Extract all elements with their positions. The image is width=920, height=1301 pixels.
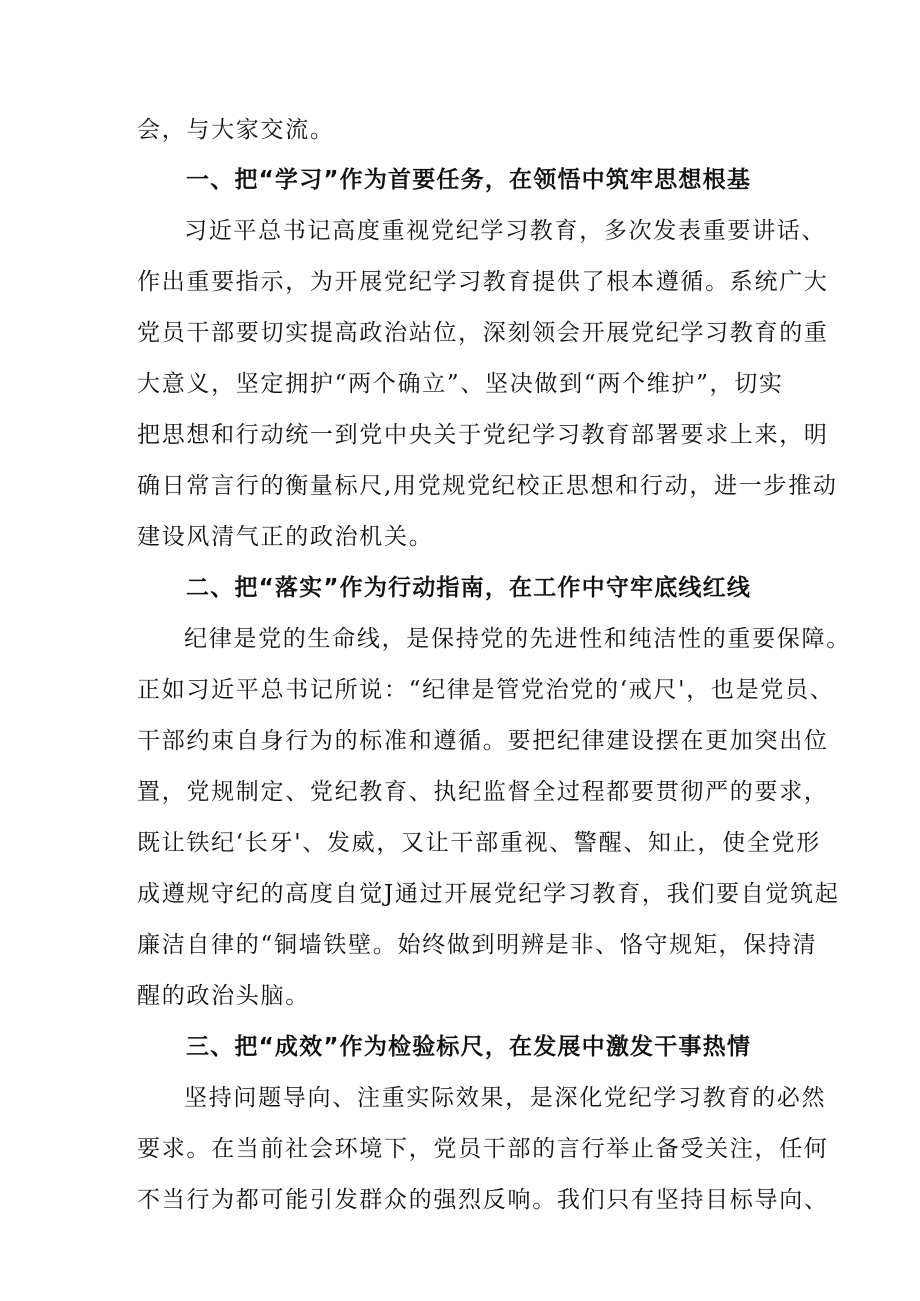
body-line: 大意义，坚定拥护“两个确立”、坚决做到“两个维护”，切实 bbox=[137, 371, 784, 397]
body-line: 纪律是党的生命线，是保持党的先进性和纯洁性的重要保障。 bbox=[184, 626, 851, 652]
body-line: 坚持问题导向、注重实际效果，是深化党纪学习教育的必然 bbox=[184, 1085, 827, 1111]
body-line: 既让铁纪‘长牙'、发威，又让干部重视、警醒、知止，使全党形 bbox=[137, 830, 821, 856]
body-line: 醒的政治头脑。 bbox=[137, 983, 310, 1009]
body-line: 成遵规守纪的高度自觉J通过开展党纪学习教育，我们要自觉筑起 bbox=[137, 881, 840, 907]
body-line: 要求。在当前社会环境下，党员干部的言行举止备受关注，任何 bbox=[137, 1136, 829, 1162]
body-line: 确日常言行的衡量标尺,用党规党纪校正思想和行动，进一步推动 bbox=[137, 473, 838, 499]
body-line: 党员干部要切实提高政治站位，深刻领会开展党纪学习教育的重 bbox=[137, 320, 829, 346]
body-line: 习近平总书记高度重视党纪学习教育，多次发表重要讲话、 bbox=[184, 218, 827, 244]
body-line: 不当行为都可能引发群众的强烈反响。我们只有坚持目标导向、 bbox=[137, 1187, 829, 1213]
body-line: 廉洁自律的“铜墙铁壁。始终做到明辨是非、恪守规矩，保持清 bbox=[137, 932, 818, 958]
body-line: 把思想和行动统一到党中央关于党纪学习教育部署要求上来，明 bbox=[137, 422, 829, 448]
body-line: 会，与大家交流。 bbox=[137, 117, 335, 143]
body-line: 作出重要指示，为开展党纪学习教育提供了根本遵循。系统广大 bbox=[137, 269, 829, 295]
section-heading-2: 二、把“落实”作为行动指南，在工作中守牢底线红线 bbox=[186, 575, 752, 601]
section-heading-3: 三、把“成效”作为检验标尺，在发展中激发干事热情 bbox=[186, 1034, 752, 1060]
section-heading-1: 一、把“学习”作为首要任务，在领悟中筑牢思想根基 bbox=[186, 167, 752, 193]
body-line: 建设风清气正的政治机关。 bbox=[137, 524, 434, 550]
body-line: 干部约束自身行为的标准和遵循。要把纪律建设摆在更加突出位 bbox=[137, 728, 829, 754]
body-line: 正如习近平总书记所说：“纪律是管党治党的‘戒尺'，也是党员、 bbox=[137, 677, 835, 703]
body-line: 置，党规制定、党纪教育、执纪监督全过程都要贯彻严的要求， bbox=[137, 779, 829, 805]
